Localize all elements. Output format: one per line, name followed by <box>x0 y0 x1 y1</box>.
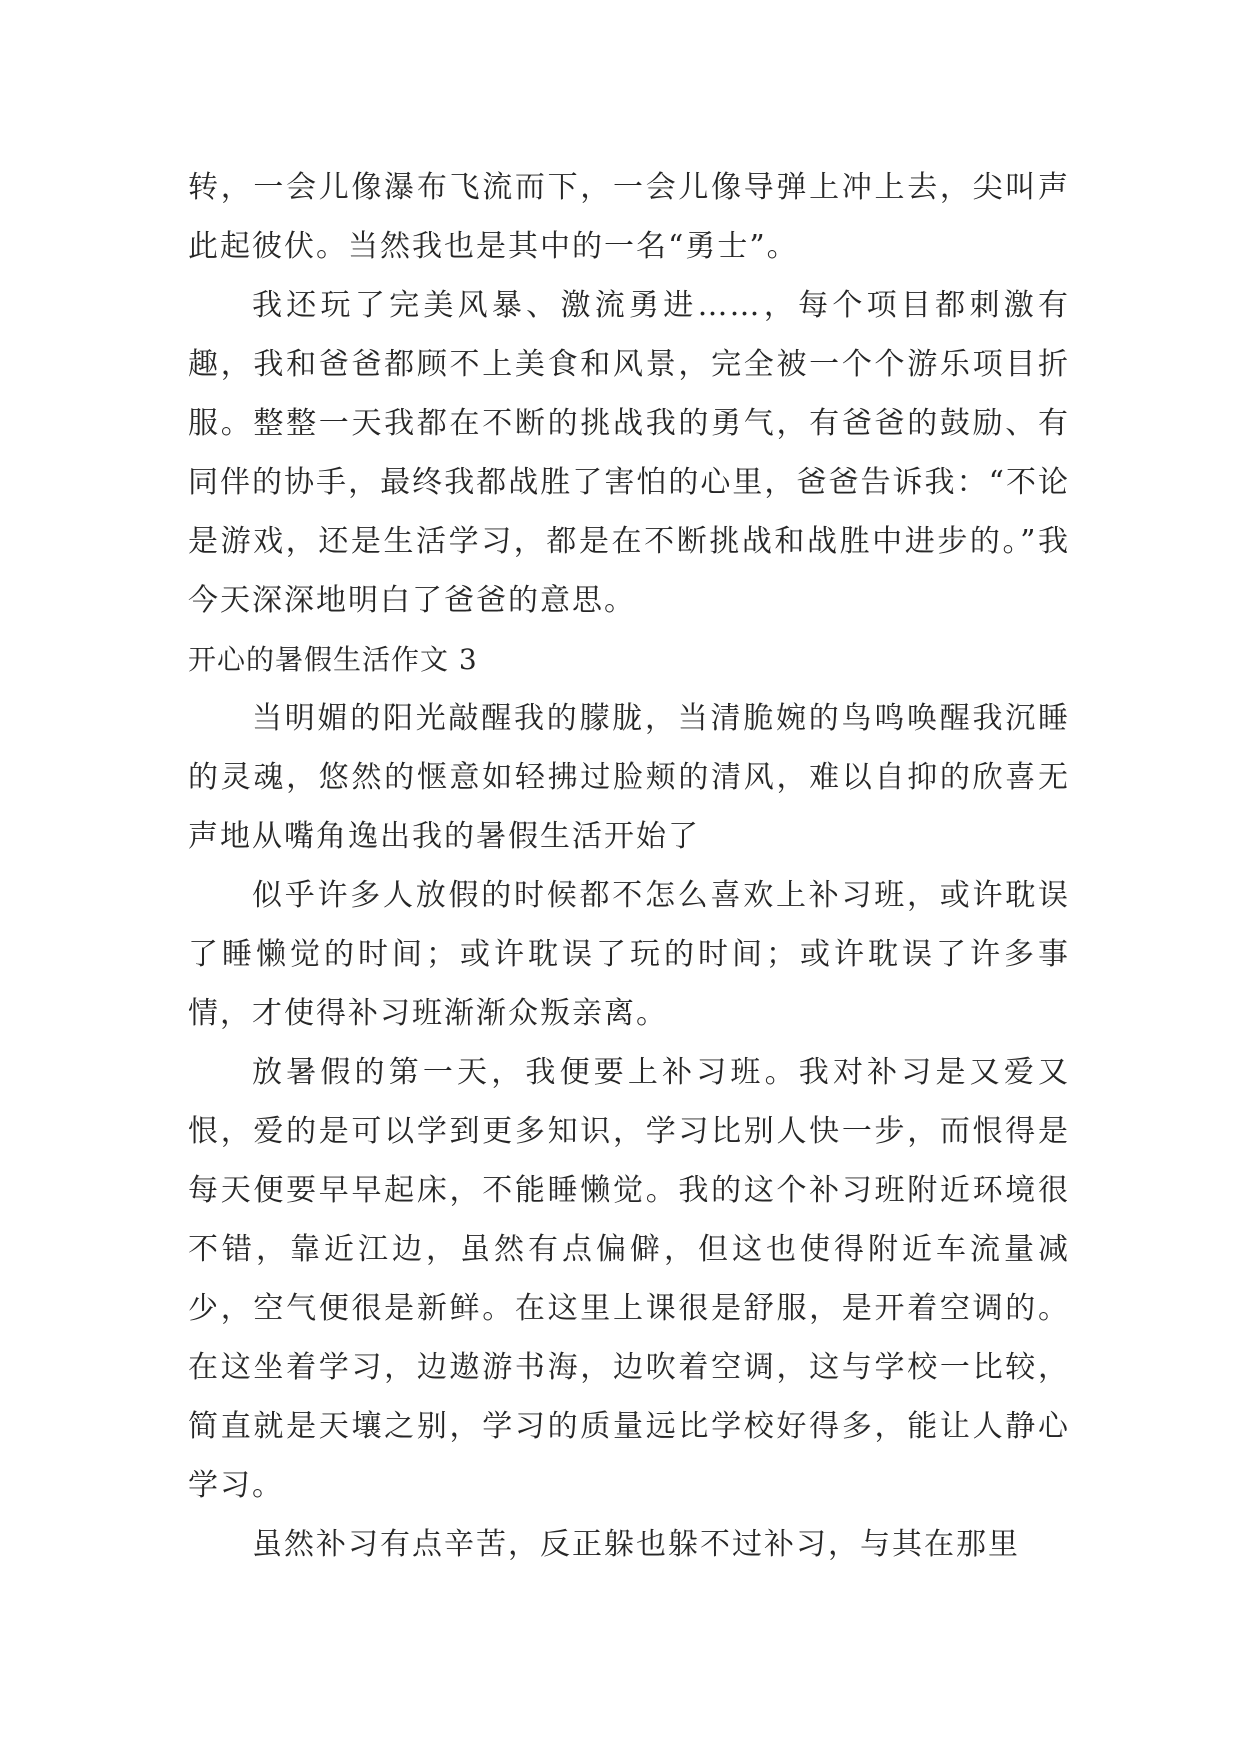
paragraph: 当明媚的阳光敲醒我的朦胧，当清脆婉的鸟鸣唤醒我沉睡的灵魂，悠然的惬意如轻拂过脸颊的清风，难以自抑的欣喜无声地从嘴角逸出我的暑假生活开始了 <box>188 701 1070 854</box>
paragraph: 我还玩了完美风暴、激流勇进……，每个项目都刺激有趣，我和爸爸都顾不上美食和风景，完全被一个个游乐项目折服。整整一天我都在不断的挑战我的勇气，有爸爸的鼓励、有同伴的协手，最终我都战胜了害怕的心里，爸爸告诉我：“不论是游戏，还是生活学习，都是在不断挑战和战胜中进步的。”我今天深深地明白了爸爸的意思。 <box>188 288 1070 618</box>
paragraph-continued: 转，一会儿像瀑布飞流而下，一会儿像导弹上冲上去，尖叫声此起彼伏。当然我也是其中的一名“勇士”。 <box>188 170 1070 264</box>
paragraph: 放暑假的第一天，我便要上补习班。我对补习是又爱又恨，爱的是可以学到更多知识，学习比别人快一步，而恨得是每天便要早早起床，不能睡懒觉。我的这个补习班附近环境很不错，靠近江边，虽然有点偏僻，但这也使得附近车流量减少，空气便很是新鲜。在这里上课很是舒服，是开着空调的。在这坐着学习，边遨游书海，边吹着空调，这与学校一比较，简直就是天壤之别，学习的质量远比学校好得多，能让人静心学习。 <box>188 1055 1070 1503</box>
paragraph: 虽然补习有点辛苦，反正躲也躲不过补习，与其在那里 <box>252 1527 1020 1562</box>
document-body <box>188 158 1070 1574</box>
section-heading: 开心的暑假生活作文 3 <box>188 643 478 676</box>
paragraph: 似乎许多人放假的时候都不怎么喜欢上补习班，或许耽误了睡懒觉的时间；或许耽误了玩的时间；或许耽误了许多事情，才使得补习班渐渐众叛亲离。 <box>188 878 1070 1031</box>
